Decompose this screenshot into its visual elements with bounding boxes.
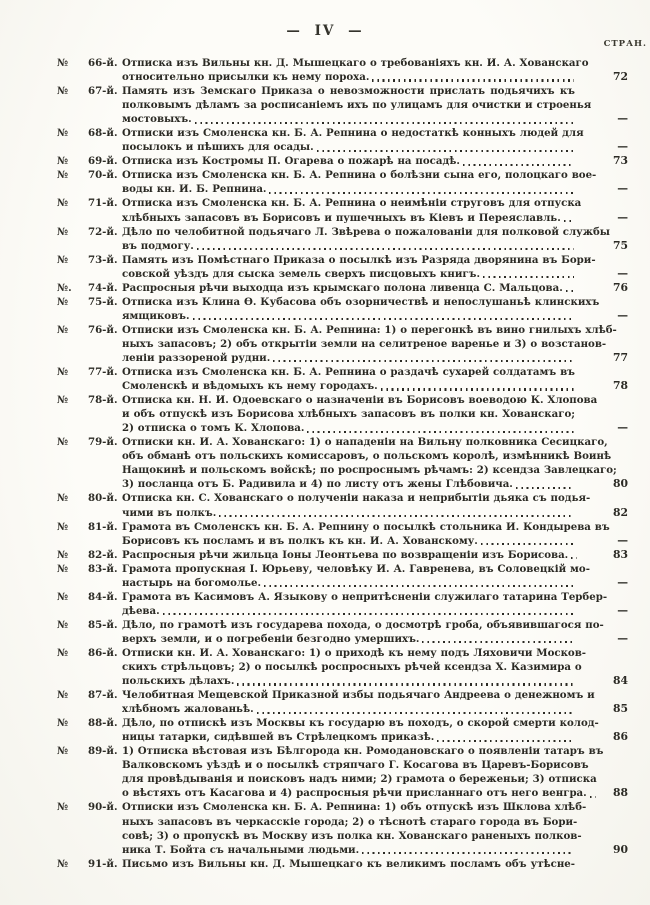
toc-entry [0, 126, 650, 154]
entry-text-fragment: хлѣбныхъ запасовъ въ Борисовъ и пушечныхъ въ Кіевъ и Переяславль. [122, 211, 561, 224]
dot-leader [381, 388, 574, 390]
entry-text-line [122, 477, 575, 491]
entry-text-line: Грамота въ Смоленскъ кн. Б. А. Репнину о посылкѣ стольника И. Кондырева въ [122, 520, 610, 533]
entry-text-line: Отписка изъ Смоленска кн. Б. А. Репнина о неимѣніи струговъ для отпуска [122, 197, 582, 210]
entry-text-fragment: 3) посланца отъ Б. Радивила и 4) по листу отъ жены Глѣбовича. [122, 478, 513, 491]
entry-text-line [122, 548, 575, 562]
entry-page-dash: — [617, 603, 628, 617]
entry-text-line: Память изъ Земскаго Приказа о невозможности прислать подьячихъ къ [122, 85, 575, 98]
entry-page-number: 86 [612, 730, 628, 744]
entry-text-fragment: хлѣбномъ жалованьѣ. [122, 703, 254, 716]
entry-text-line: совѣ; 3) о пропускѣ въ Москву изъ полка кн. Хованскаго раненыхъ полков- [122, 829, 582, 842]
entry-text [122, 56, 589, 84]
entry-text [122, 84, 592, 126]
dot-leader [193, 318, 574, 320]
entry-text-line [122, 674, 575, 688]
entry-number: 80-й. [88, 492, 118, 505]
entry-text-line: 1) Отписка вѣстовая изъ Бѣлгорода кн. Ромодановскаго о появленіи татаръ въ [122, 745, 604, 758]
entry-number: 90-й. [88, 801, 118, 814]
entry-text [122, 857, 575, 871]
entry-number: 70-й. [88, 169, 118, 182]
entry-page-number: 80 [612, 477, 628, 491]
entry-text-line: Отписка кн. Н. И. Одоевскаго о назначеніи въ Борисовъ воеводою К. Хлопова [122, 394, 598, 407]
entry-text-fragment: Борисовъ къ посламъ и въ полкъ къ кн. И. А. Хованскому. [122, 534, 478, 547]
entry-text [122, 435, 617, 491]
dot-leader [237, 683, 574, 685]
entry-number: 72-й. [88, 225, 118, 238]
entry-no-sign: № [57, 436, 69, 449]
toc-entry [0, 168, 650, 196]
dot-leader [362, 852, 574, 854]
entry-no-sign: № [57, 618, 69, 631]
entry-no-sign: № [57, 127, 69, 140]
toc-entry [0, 491, 650, 519]
entry-number: 82-й. [88, 548, 118, 561]
entry-text-line: Письмо изъ Вильны кн. Д. Мышецкаго къ великимъ посламъ объ утѣсне- [122, 857, 575, 870]
toc-entry [0, 590, 650, 618]
entry-number: 68-й. [88, 127, 118, 140]
entry-no-sign: № [57, 646, 69, 659]
dot-leader [307, 431, 574, 433]
entry-no-sign: № [57, 717, 69, 730]
entry-text-line [122, 843, 575, 857]
toc-entry [0, 196, 650, 224]
entry-text-line: Грамота въ Касимовъ А. Языкову о непритѣсненіи служилаго татарина Тербер- [122, 590, 608, 603]
entry-page-dash: — [617, 533, 628, 547]
dot-leader [372, 79, 574, 81]
entry-text-line [122, 112, 575, 126]
toc-entry [0, 562, 650, 590]
entry-no-sign: № [57, 590, 69, 603]
entry-text-line: Память изъ Помѣстнаго Приказа о посылкѣ изъ Разряда дворянина въ Бори- [122, 253, 596, 266]
toc-entry [0, 688, 650, 716]
entry-text-fragment: чими въ полкъ. [122, 506, 217, 519]
entry-number: 75-й. [88, 295, 118, 308]
entry-text-line [122, 730, 575, 744]
entry-text-line: Отписки изъ Смоленска кн. Б. А. Репнина: 1) о перегонкѣ въ вино гнилыхъ хлѣб- [122, 323, 617, 336]
entry-no-sign: № [57, 85, 69, 98]
entry-text [122, 520, 610, 548]
entry-no-sign: № [57, 801, 69, 814]
entry-no-sign: № [57, 197, 69, 210]
entry-text-line: Отписки изъ Смоленска кн. Б. А. Репнина о недостаткѣ конныхъ людей для [122, 127, 584, 140]
entry-text-line [122, 421, 575, 435]
entry-text-fragment: Отписка изъ Костромы П. Огарева о пожарѣ на посадѣ. [122, 155, 460, 168]
entry-text-line [122, 211, 575, 225]
entry-text-line [122, 267, 575, 281]
entry-number: 85-й. [88, 618, 118, 631]
entry-text-line: Отписка изъ Смоленска кн. Б. А. Репнина о болѣзни сына его, полоцкаго вое- [122, 169, 597, 182]
entry-text-fragment: настырь на богомолье. [122, 576, 262, 589]
entry-text-line: Дѣло, по отпискѣ изъ Москвы къ государю въ походъ, о скорой смерти колод- [122, 717, 599, 730]
entry-text-fragment: относительно присылки къ нему пороха. [122, 71, 370, 84]
entry-page-dash: — [617, 575, 628, 589]
entry-number: 71-й. [88, 197, 118, 210]
entry-no-sign: № [57, 366, 69, 379]
entry-text [122, 154, 575, 168]
toc-entry [0, 857, 650, 871]
dot-leader [269, 192, 574, 194]
entry-text-fragment: Смоленскѣ и вѣдомыхъ къ нему городахъ. [122, 380, 378, 393]
toc-entry [0, 154, 650, 168]
entry-text-line: Дѣло по челобитной подьячаго Л. Звѣрева о пожалованіи для полковой службы [122, 225, 611, 238]
entry-no-sign: № [57, 169, 69, 182]
entry-text-fragment: ника Т. Бойта съ начальными людьми. [122, 843, 360, 856]
entry-no-sign: № [57, 155, 69, 168]
entry-text-fragment: Распросныя рѣчи выходца изъ крымскаго полона ливенца С. Мальцова. [122, 281, 563, 294]
entry-number: 87-й. [88, 689, 118, 702]
entry-text-fragment: верхъ земли, и о погребеніи безгодно умершихъ. [122, 632, 420, 645]
entry-text-fragment: польскихъ дѣлахъ. [122, 675, 235, 688]
dot-leader [195, 122, 574, 124]
entry-number: 77-й. [88, 366, 118, 379]
entry-text-fragment: Распросныя рѣчи жильца Іоны Леонтьева по возвращеніи изъ Борисова. [122, 548, 569, 561]
entry-no-sign: № [57, 689, 69, 702]
entry-text-fragment: воды кн. И. Б. Репнина. [122, 183, 267, 196]
entry-number: 73-й. [88, 253, 118, 266]
entry-text [122, 548, 575, 562]
dot-leader [481, 543, 574, 545]
entry-text-fragment: о вѣстяхъ отъ Касагова и 4) распросныя рѣчи присланнаго отъ него венгра. [122, 787, 587, 800]
toc-entry [0, 435, 650, 491]
entry-text [122, 688, 595, 716]
entry-no-sign: № [57, 520, 69, 533]
entry-text-line [122, 351, 575, 365]
entry-number: 91-й. [88, 857, 118, 870]
entry-text-line [122, 239, 575, 253]
entry-page-number: 88 [612, 786, 628, 800]
entry-text-fragment: леніи раззореной рудни. [122, 351, 271, 364]
entry-text [122, 365, 575, 393]
entry-no-sign: № [57, 548, 69, 561]
entry-page-number: 75 [612, 238, 628, 252]
toc-entry [0, 84, 650, 126]
entry-text-fragment: совской уѣздъ для сыска земель сверхъ писцовыхъ книгъ. [122, 267, 481, 280]
pages-column-header: СТРАН. [603, 39, 647, 49]
entry-text-line: Отписки кн. И. А. Хованскаго: 1) о нападеніи на Вильну полковника Сесицкаго, [122, 436, 608, 449]
entry-text-line: Грамота пропускная І. Юрьеву, человѣку И. А. Гавренева, въ Соловецкій мо- [122, 562, 590, 575]
dot-leader [516, 487, 574, 489]
dot-leader [564, 220, 574, 222]
toc-entry [0, 744, 650, 800]
entry-number: 81-й. [88, 520, 118, 533]
entry-number: 86-й. [88, 646, 118, 659]
entry-text-line [122, 154, 575, 168]
entry-text-line: полковымъ дѣламъ за росписаніемъ ихъ по улицамъ для очистки и строенья [122, 99, 592, 112]
entry-text [122, 590, 608, 618]
entry-text-line [122, 309, 575, 323]
toc-entry [0, 520, 650, 548]
entry-text [122, 168, 597, 196]
toc-entry [0, 281, 650, 295]
entry-page-number: 76 [612, 280, 628, 294]
entry-page-dash: — [617, 421, 628, 435]
entry-no-sign: № [57, 295, 69, 308]
entry-number: 89-й. [88, 745, 118, 758]
entry-page-number: 82 [612, 505, 628, 519]
entry-text-line: объ обманѣ отъ польскихъ комиссаровъ, о польскомъ королѣ, измѣнникѣ Воинѣ [122, 450, 612, 463]
dot-leader [264, 585, 574, 587]
dot-leader [571, 557, 577, 559]
toc-entry [0, 295, 650, 323]
entry-no-sign: № [57, 253, 69, 266]
entry-text-line: Отписка изъ Вильны кн. Д. Мышецкаго о требованіяхъ кн. И. А. Хованскаго [122, 57, 589, 69]
entry-number: 76-й. [88, 323, 118, 336]
entry-text [122, 281, 575, 295]
entry-no-sign: № [57, 745, 69, 758]
entry-page-number: 78 [612, 379, 628, 393]
entry-page-dash: — [617, 210, 628, 224]
entry-text-line [122, 786, 587, 800]
entry-number: 69-й. [88, 155, 118, 168]
toc-entry-list [0, 56, 650, 871]
entry-text-line [122, 576, 575, 590]
entry-no-sign: № [57, 57, 69, 69]
entry-text-fragment: ямщиковъ. [122, 309, 190, 322]
entry-page-dash: — [617, 266, 628, 280]
entry-text-fragment: 2) отписка о томъ К. Хлопова. [122, 422, 305, 435]
entry-text-line: скихъ стрѣльцовъ; 2) о посылкѣ роспросныхъ рѣчей ксендза Х. Казимира о [122, 661, 582, 674]
entry-text [122, 646, 587, 688]
dot-leader [197, 248, 574, 250]
entry-text-line [122, 182, 575, 196]
entry-number: 83-й. [88, 562, 118, 575]
entry-no-sign: № [57, 492, 69, 505]
toc-entry [0, 365, 650, 393]
entry-page-number: 85 [612, 702, 628, 716]
entry-text [122, 491, 591, 519]
toc-entry [0, 323, 650, 365]
toc-entry [0, 716, 650, 744]
entry-page-number: 90 [612, 842, 628, 856]
entry-text-line [122, 632, 575, 646]
entry-text-fragment: дѣева. [122, 604, 160, 617]
entry-number: 88-й. [88, 717, 118, 730]
entry-text-line [122, 281, 575, 295]
entry-text-line: Отписка изъ Смоленска кн. Б. А. Репнина о раздачѣ сухарей солдатамъ въ [122, 366, 575, 379]
toc-entry [0, 548, 650, 562]
entry-text [122, 323, 617, 365]
entry-text-fragment: ницы татарки, сидѣвшей въ Стрѣлецкомъ приказѣ. [122, 731, 435, 744]
entry-no-sign: № [57, 323, 69, 336]
dot-leader [219, 515, 574, 517]
entry-text [122, 716, 599, 744]
entry-text [122, 393, 598, 435]
dot-leader [317, 150, 574, 152]
entry-page-dash: — [617, 112, 628, 126]
entry-text [122, 225, 611, 253]
entry-text-line: Отписка изъ Клина Ѳ. Кубасова объ озорничествѣ и непослушаньѣ клинскихъ [122, 295, 600, 308]
entry-text [122, 295, 600, 323]
entry-text [122, 800, 587, 856]
entry-text-line: Отписки кн. И. А. Хованскаго: 1) о приходѣ къ нему подъ Ляховичи Москов- [122, 646, 587, 659]
entry-text-line [122, 506, 575, 520]
entry-text-line [122, 70, 575, 84]
entry-text-line: Дѣло, по грамотѣ изъ государева похода, о досмотрѣ гроба, объявившагося по- [122, 618, 604, 631]
dot-leader [463, 164, 574, 166]
entry-text-line: Нащокинѣ и польскомъ войскѣ; по роспроснымъ рѣчамъ: 2) ксендза Завлецкаго; [122, 464, 617, 477]
entry-text-line: для провѣдыванія и поисковъ надъ ними; 2) грамота о береженьи; 3) отписка [122, 773, 597, 786]
entry-text-fragment: посылокъ и пѣшихъ для осады. [122, 141, 314, 154]
dot-leader [273, 360, 574, 362]
toc-entry [0, 393, 650, 435]
toc-entry [0, 646, 650, 688]
entry-page-number: 84 [612, 674, 628, 688]
toc-entry [0, 253, 650, 281]
entry-page-number: 83 [612, 547, 628, 561]
dot-leader [257, 712, 574, 714]
entry-text [122, 126, 584, 154]
toc-entry [0, 800, 650, 856]
entry-page-dash: — [617, 631, 628, 645]
entry-page-dash: — [617, 140, 628, 154]
dot-leader [422, 641, 574, 643]
entry-number: 84-й. [88, 590, 118, 603]
entry-text-line [122, 140, 575, 154]
entry-text-line: Челобитная Мещевской Приказной избы подьячаго Андреева о денежномъ и [122, 689, 595, 702]
entry-number: 79-й. [88, 436, 118, 449]
entry-number: 67-й. [88, 85, 118, 98]
entry-text-line [122, 379, 575, 393]
entry-text [122, 253, 596, 281]
entry-number: 74-й. [88, 281, 118, 294]
entry-text-line [122, 604, 575, 618]
entry-no-sign: № [57, 562, 69, 575]
toc-entry [0, 56, 650, 84]
entry-text-line: Валковскомъ уѣздѣ и о посылкѣ стряпчаго Г. Косагова въ Царевъ-Борисовъ [122, 759, 589, 772]
entry-text [122, 196, 582, 224]
entry-text-line [122, 702, 575, 716]
entry-text-line: ныхъ запасовъ; 2) объ открытіи земли на селитреное варенье и 3) о возстанов- [122, 337, 607, 350]
entry-page-dash: — [617, 182, 628, 196]
entry-number: 78-й. [88, 394, 118, 407]
dot-leader [437, 740, 574, 742]
entry-text-line: Отписка кн. С. Хованскаго о полученіи наказа и неприбытіи дьяка съ подья- [122, 492, 591, 505]
entry-number: 66-й. [88, 57, 118, 69]
entry-no-sign: № [57, 394, 69, 407]
page-header: — IV — [286, 23, 364, 39]
entry-no-sign: № [57, 857, 69, 870]
entry-page-dash: — [617, 308, 628, 322]
entry-page-number: 77 [612, 350, 628, 364]
toc-entry [0, 618, 650, 646]
dot-leader [483, 276, 574, 278]
entry-text [122, 618, 604, 646]
dot-leader [163, 613, 574, 615]
entry-no-sign: №. [57, 281, 72, 294]
entry-text-fragment: въ подмогу. [122, 239, 194, 252]
entry-text [122, 744, 604, 800]
entry-text-line: и объ отпускѣ изъ Борисова хлѣбныхъ запасовъ въ полки кн. Хованскаго; [122, 408, 575, 421]
dot-leader [566, 290, 574, 292]
entry-text-line: ныхъ запасовъ въ черкасскіе города; 2) о тѣснотѣ стараго города въ Бори- [122, 815, 578, 828]
entry-page-number: 72 [612, 70, 628, 84]
toc-entry [0, 225, 650, 253]
entry-no-sign: № [57, 225, 69, 238]
entry-page-number: 73 [612, 154, 628, 168]
entry-text-line: Отписки изъ Смоленска кн. Б. А. Репнина: 1) объ отпускѣ изъ Шклова хлѣб- [122, 801, 587, 814]
entry-text-fragment: мостовыхъ. [122, 113, 192, 126]
entry-text [122, 562, 590, 590]
entry-text-line [122, 534, 575, 548]
